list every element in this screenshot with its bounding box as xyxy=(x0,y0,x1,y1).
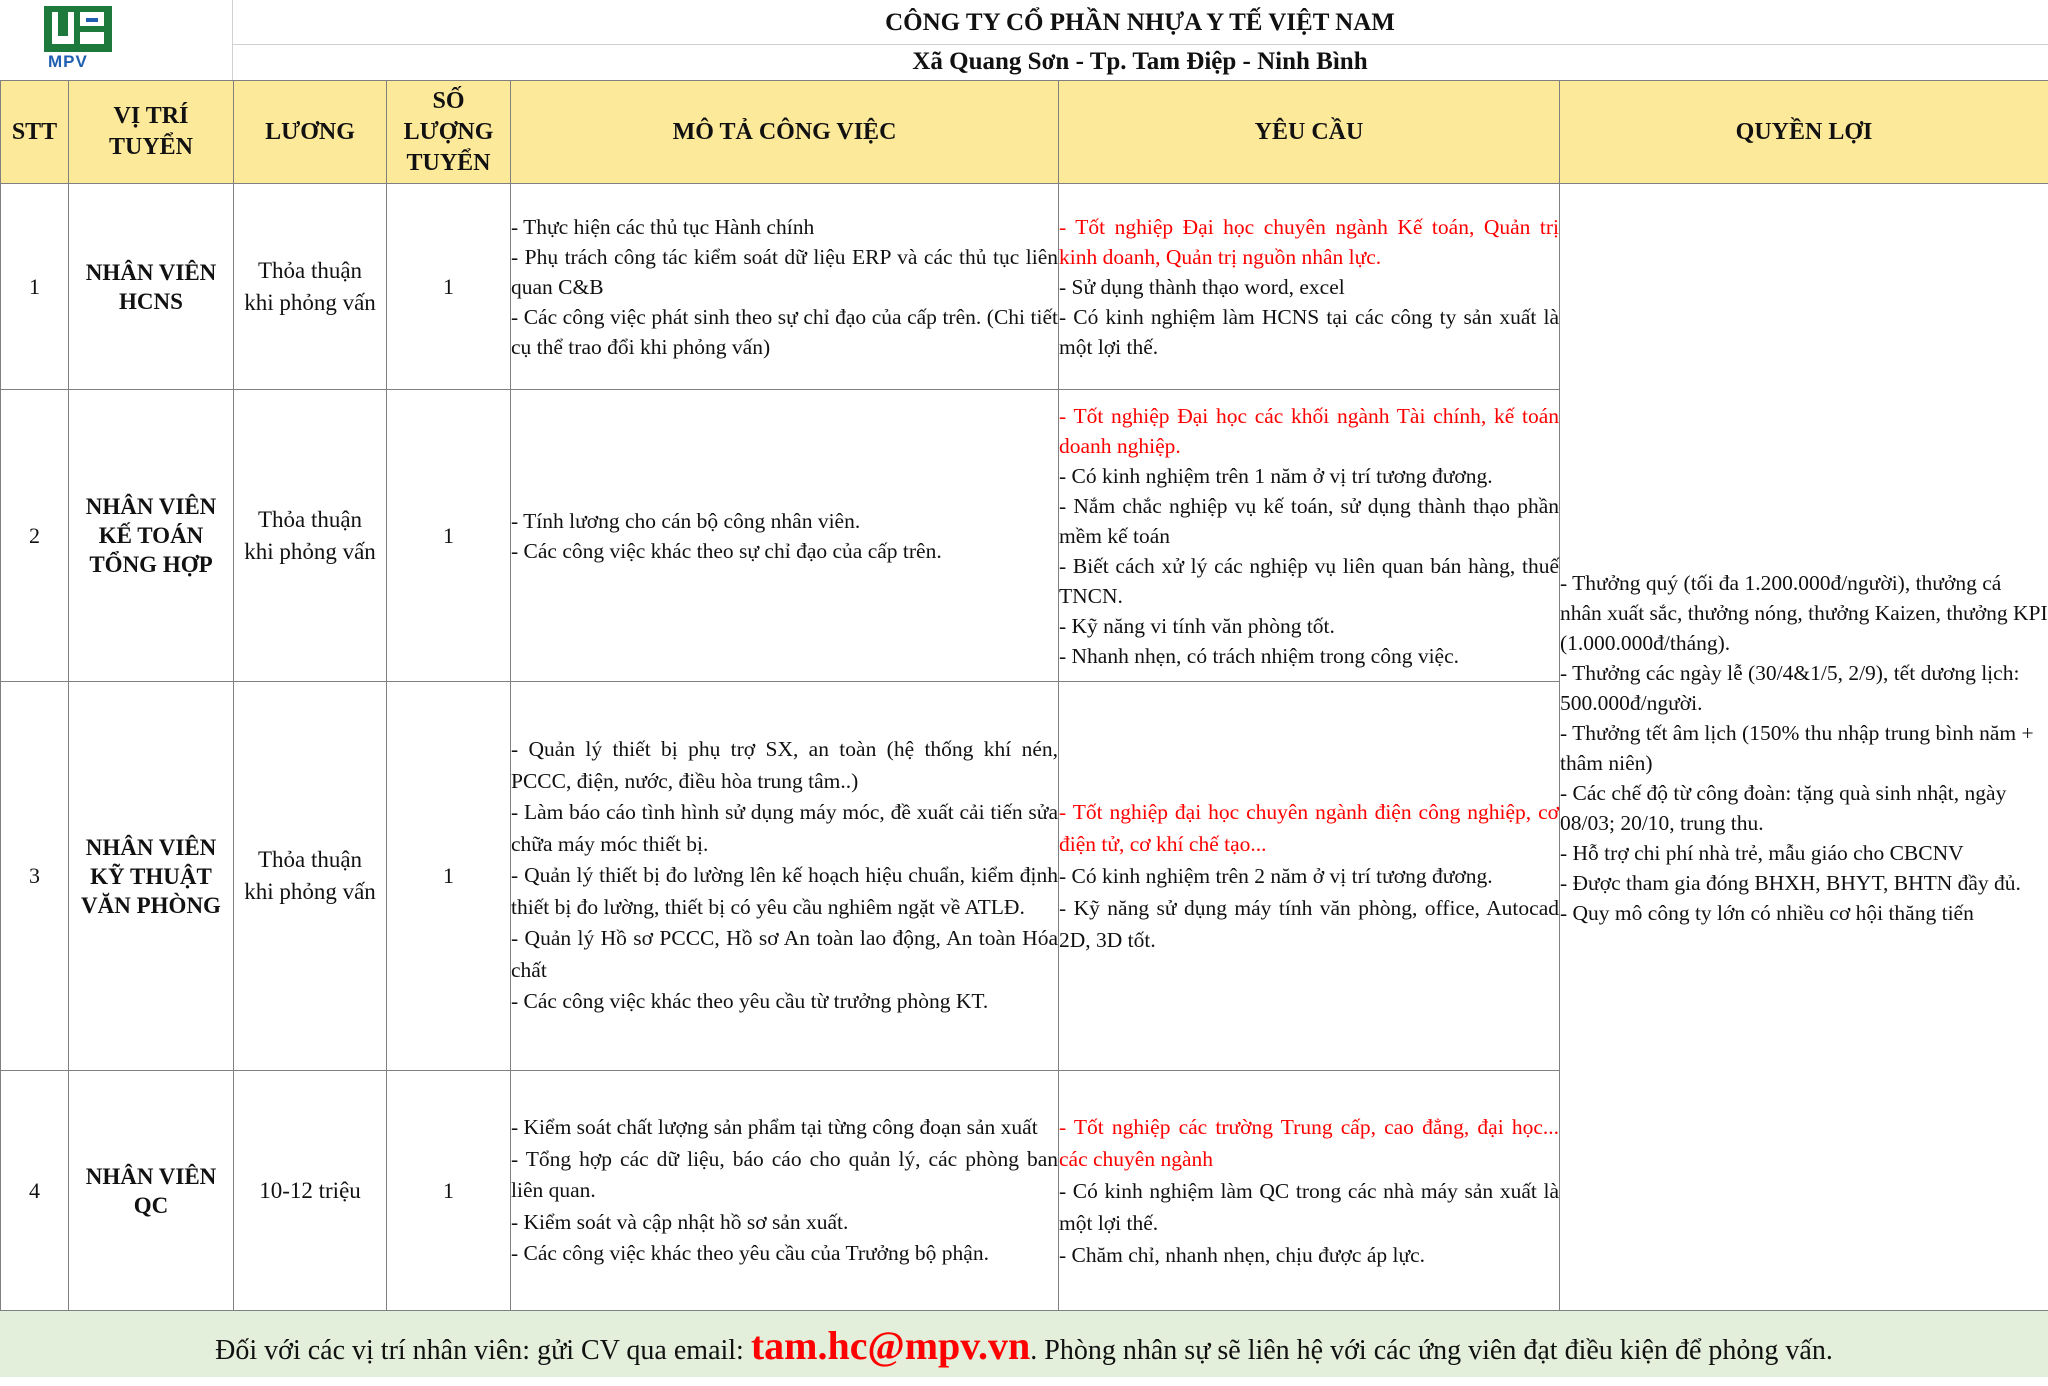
position-line: KỸ THUẬT xyxy=(69,862,233,891)
salary-line: khi phỏng vấn xyxy=(234,876,386,908)
company-logo xyxy=(0,0,233,80)
requirement-item: - Biết cách xử lý các nghiệp vụ liên quan bán hàng, thuế TNCN. xyxy=(1059,551,1559,611)
description-item: - Kiểm soát và cập nhật hồ sơ sản xuất. xyxy=(511,1207,1058,1239)
footer-prefix: Đối với các vị trí nhân viên: gửi CV qua email: xyxy=(215,1335,751,1366)
row-requirements xyxy=(1059,1071,1560,1312)
description-item: - Các công việc khác theo yêu cầu từ trưởng phòng KT. xyxy=(511,986,1058,1018)
row-requirements xyxy=(1059,682,1560,1071)
row-quantity: 1 xyxy=(387,1071,511,1312)
requirement-item: - Sử dụng thành thạo word, excel xyxy=(1059,272,1559,302)
description-item: - Các công việc khác theo sự chỉ đạo của cấp trên. xyxy=(511,536,1058,566)
benefit-item: - Thưởng tết âm lịch (150% thu nhập trung bình năm + thâm niên) xyxy=(1560,718,2048,778)
salary-line: Thỏa thuận xyxy=(234,844,386,876)
row-requirements xyxy=(1059,390,1560,682)
position-line: HCNS xyxy=(69,287,233,316)
description-item: - Kiểm soát chất lượng sản phẩm tại từng công đoạn sản xuất xyxy=(511,1112,1058,1144)
position-line: NHÂN VIÊN xyxy=(69,1162,233,1191)
row-description xyxy=(511,1071,1059,1312)
company-name: CÔNG TY CỔ PHẦN NHỰA Y TẾ VIỆT NAM xyxy=(232,0,2048,45)
job-table xyxy=(0,80,2048,1312)
row-requirements xyxy=(1059,184,1560,390)
requirement-item: - Có kinh nghiệm trên 2 năm ở vị trí tương đương. xyxy=(1059,860,1559,892)
description-item: - Các công việc phát sinh theo sự chỉ đạo của cấp trên. (Chi tiết cụ thể trao đổi khi phỏng vấn) xyxy=(511,302,1058,362)
row-quantity: 1 xyxy=(387,682,511,1071)
salary-line: khi phỏng vấn xyxy=(234,536,386,568)
position-line: QC xyxy=(69,1191,233,1220)
mpv-logo-icon xyxy=(42,4,114,54)
col-header-benefits: QUYỀN LỢI xyxy=(1560,81,2048,184)
salary-line: Thỏa thuận xyxy=(234,504,386,536)
description-item: - Quản lý Hồ sơ PCCC, Hồ sơ An toàn lao động, An toàn Hóa chất xyxy=(511,923,1058,986)
position-line: NHÂN VIÊN xyxy=(69,492,233,521)
row-stt: 2 xyxy=(1,390,69,682)
description-item: - Các công việc khác theo yêu cầu của Trưởng bộ phận. xyxy=(511,1238,1058,1270)
requirement-highlight: - Tốt nghiệp các trường Trung cấp, cao đẳng, đại học... các chuyên ngành xyxy=(1059,1111,1559,1175)
page-header xyxy=(0,0,2048,80)
row-stt: 1 xyxy=(1,184,69,390)
description-item: - Phụ trách công tác kiểm soát dữ liệu ERP và các thủ tục liên quan C&B xyxy=(511,242,1058,302)
requirement-item: - Nhanh nhẹn, có trách nhiệm trong công việc. xyxy=(1059,641,1559,671)
logo-text: MPV xyxy=(48,52,88,72)
description-item: - Thực hiện các thủ tục Hành chính xyxy=(511,212,1058,242)
description-item: - Quản lý thiết bị đo lường lên kế hoạch hiệu chuẩn, kiểm định thiết bị đo lường, thiết bị có yêu cầu nghiêm ngặt về ATLĐ. xyxy=(511,860,1058,923)
position-line: NHÂN VIÊN xyxy=(69,833,233,862)
requirement-item: - Kỹ năng vi tính văn phòng tốt. xyxy=(1059,611,1559,641)
description-item: - Tổng hợp các dữ liệu, báo cáo cho quản lý, các phòng ban liên quan. xyxy=(511,1144,1058,1207)
row-stt: 3 xyxy=(1,682,69,1071)
description-item: - Quản lý thiết bị phụ trợ SX, an toàn (hệ thống khí nén, PCCC, điện, nước, điều hòa trung tâm..) xyxy=(511,734,1058,797)
requirement-highlight: - Tốt nghiệp Đại học chuyên ngành Kế toán, Quản trị kinh doanh, Quản trị nguồn nhân lực. xyxy=(1059,212,1559,272)
row-salary xyxy=(234,184,387,390)
benefits-cell xyxy=(1560,184,2048,1312)
col-header-quantity-line: SỐ xyxy=(387,86,510,117)
col-header-position-line: TUYỂN xyxy=(69,132,233,163)
col-header-position-line: VỊ TRÍ xyxy=(69,101,233,132)
requirement-item: - Kỹ năng sử dụng máy tính văn phòng, office, Autocad 2D, 3D tốt. xyxy=(1059,892,1559,956)
requirement-item: - Chăm chỉ, nhanh nhẹn, chịu được áp lực. xyxy=(1059,1239,1559,1271)
benefit-item: - Thưởng các ngày lễ (30/4&1/5, 2/9), tết dương lịch: 500.000đ/người. xyxy=(1560,658,2048,718)
col-header-position xyxy=(69,81,234,184)
contact-email-link[interactable]: tam.hc@mpv.vn xyxy=(751,1323,1030,1368)
requirement-item: - Có kinh nghiệm làm HCNS tại các công ty sản xuất là một lợi thế. xyxy=(1059,302,1559,362)
col-header-stt: STT xyxy=(1,81,69,184)
salary-line: 10-12 triệu xyxy=(234,1175,386,1207)
benefit-item: - Được tham gia đóng BHXH, BHYT, BHTN đầy đủ. xyxy=(1560,868,2048,898)
salary-line: khi phỏng vấn xyxy=(234,287,386,319)
footer-note xyxy=(0,1310,2048,1377)
col-header-requirements: YÊU CẦU xyxy=(1059,81,1560,184)
row-salary xyxy=(234,682,387,1071)
row-description xyxy=(511,682,1059,1071)
requirement-highlight: - Tốt nghiệp đại học chuyên ngành điện công nghiệp, cơ điện tử, cơ khí chế tạo... xyxy=(1059,796,1559,860)
row-description xyxy=(511,390,1059,682)
row-quantity: 1 xyxy=(387,390,511,682)
requirement-item: - Có kinh nghiệm trên 1 năm ở vị trí tương đương. xyxy=(1059,461,1559,491)
row-salary xyxy=(234,1071,387,1312)
position-line: NHÂN VIÊN xyxy=(69,258,233,287)
row-position xyxy=(69,390,234,682)
row-position xyxy=(69,682,234,1071)
requirement-item: - Nắm chắc nghiệp vụ kế toán, sử dụng thành thạo phần mềm kế toán xyxy=(1059,491,1559,551)
position-line: VĂN PHÒNG xyxy=(69,891,233,920)
benefit-item: - Thưởng quý (tối đa 1.200.000đ/người), thưởng cá nhân xuất sắc, thưởng nóng, thưởng Kaizen, thưởng KPI (1.000.000đ/tháng). xyxy=(1560,568,2048,658)
requirement-highlight: - Tốt nghiệp Đại học các khối ngành Tài chính, kế toán doanh nghiệp. xyxy=(1059,401,1559,461)
company-address: Xã Quang Sơn - Tp. Tam Điệp - Ninh Bình xyxy=(232,44,2048,80)
table-header-row xyxy=(1,81,2048,184)
requirement-item: - Có kinh nghiệm làm QC trong các nhà máy sản xuất là một lợi thế. xyxy=(1059,1175,1559,1239)
col-header-quantity xyxy=(387,81,511,184)
benefit-item: - Quy mô công ty lớn có nhiều cơ hội thăng tiến xyxy=(1560,898,2048,928)
col-header-quantity-line: LƯỢNG xyxy=(387,117,510,148)
col-header-description: MÔ TẢ CÔNG VIỆC xyxy=(511,81,1059,184)
description-item: - Làm báo cáo tình hình sử dụng máy móc, đề xuất cải tiến sửa chữa máy móc thiết bị. xyxy=(511,797,1058,860)
position-line: TỔNG HỢP xyxy=(69,550,233,579)
row-description xyxy=(511,184,1059,390)
benefit-item: - Các chế độ từ công đoàn: tặng quà sinh nhật, ngày 08/03; 20/10, trung thu. xyxy=(1560,778,2048,838)
position-line: KẾ TOÁN xyxy=(69,521,233,550)
row-stt: 4 xyxy=(1,1071,69,1312)
table-row xyxy=(1,184,2048,390)
row-position xyxy=(69,1071,234,1312)
col-header-quantity-line: TUYỂN xyxy=(387,148,510,179)
footer-suffix: . Phòng nhân sự sẽ liên hệ với các ứng viên đạt điều kiện để phỏng vấn. xyxy=(1030,1335,1833,1366)
row-salary xyxy=(234,390,387,682)
salary-line: Thỏa thuận xyxy=(234,255,386,287)
row-position xyxy=(69,184,234,390)
benefit-item: - Hỗ trợ chi phí nhà trẻ, mẫu giáo cho CBCNV xyxy=(1560,838,2048,868)
col-header-salary: LƯƠNG xyxy=(234,81,387,184)
description-item: - Tính lương cho cán bộ công nhân viên. xyxy=(511,506,1058,536)
row-quantity: 1 xyxy=(387,184,511,390)
